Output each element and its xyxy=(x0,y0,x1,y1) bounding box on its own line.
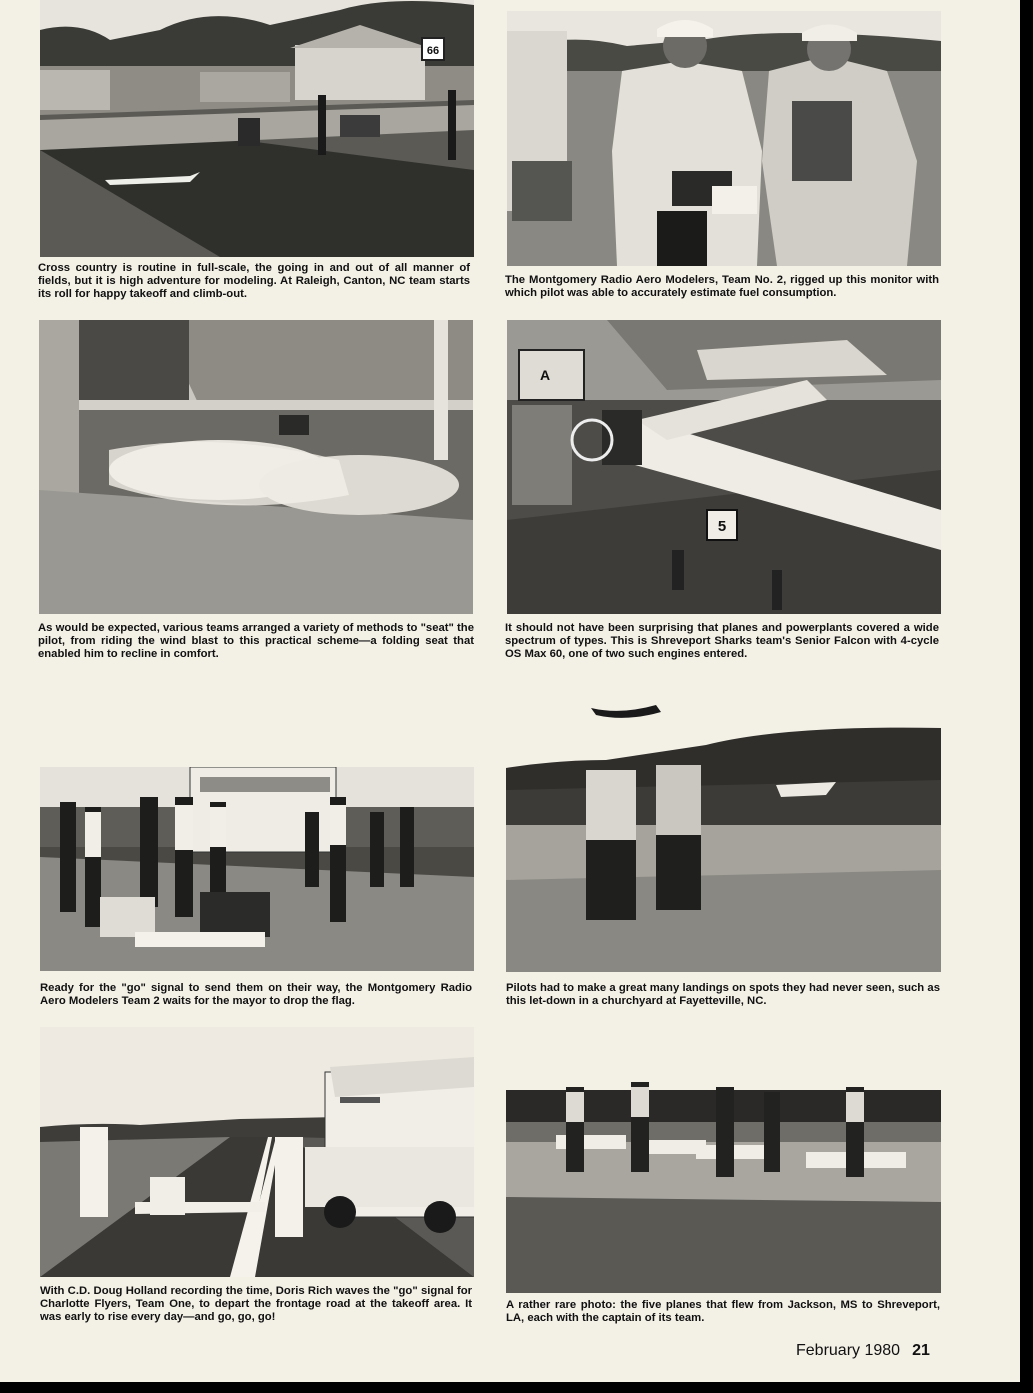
photo-folding-seat xyxy=(39,320,473,614)
photo-montgomery-monitor xyxy=(507,11,941,266)
photo-go-signal-waiting xyxy=(40,767,474,971)
monitor-panel-label: A xyxy=(539,367,551,383)
page-footer xyxy=(796,1342,930,1360)
caption-photo-6: Pilots had to make a great many landings on spots they had never seen, such as this let-down in a churchyard at Fayetteville, NC. xyxy=(506,982,940,1007)
caption-photo-3: As would be expected, various teams arranged a variety of methods to "seat" the pilot, from riding the wind blast to this practical scheme—a folding seat that enabled him to recline in comfort. xyxy=(38,622,474,660)
phillips-66-sign: 66 xyxy=(426,45,440,57)
photo-jackson-five-planes xyxy=(506,1072,941,1293)
caption-photo-4: It should not have been surprising that planes and powerplants covered a wide spectrum of types. This is Shreveport Sharks team's Senior Falcon with 4-cycle OS Max 60, one of two such engines entered. xyxy=(505,622,939,660)
caption-photo-7: With C.D. Doug Holland recording the time, Doris Rich waves the "go" signal for Charlotte Flyers, Team One, to depart the frontage road at the takeoff area. It was early to rise every day—and go, go, go! xyxy=(40,1285,472,1323)
issue-date: February 1980 xyxy=(796,1342,901,1359)
caption-photo-5: Ready for the "go" signal to send them on their way, the Montgomery Radio Aero Modelers Team 2 waits for the mayor to drop the flag. xyxy=(40,982,472,1007)
photo-charlotte-flyers-go xyxy=(40,1027,474,1277)
scan-border-right xyxy=(1020,0,1033,1393)
caption-photo-2: The Montgomery Radio Aero Modelers, Team No. 2, rigged up this monitor with which pilot was able to accurately estimate fuel consumption. xyxy=(505,274,939,299)
page-number: 21 xyxy=(912,1342,930,1359)
scan-border-bottom xyxy=(0,1382,1033,1393)
photo-senior-falcon xyxy=(507,320,941,614)
plane-number-label: 5 xyxy=(717,518,727,535)
caption-photo-8: A rather rare photo: the five planes that flew from Jackson, MS to Shreveport, LA, each with the captain of its team. xyxy=(506,1299,940,1324)
photo-raleigh-takeoff xyxy=(40,0,474,257)
caption-photo-1: Cross country is routine in full-scale, the going in and out of all manner of fields, but it is high adventure for modeling. At Raleigh, Canton, NC team starts its roll for happy takeoff and climb-out. xyxy=(38,262,470,300)
photo-churchyard-landing xyxy=(506,700,941,972)
